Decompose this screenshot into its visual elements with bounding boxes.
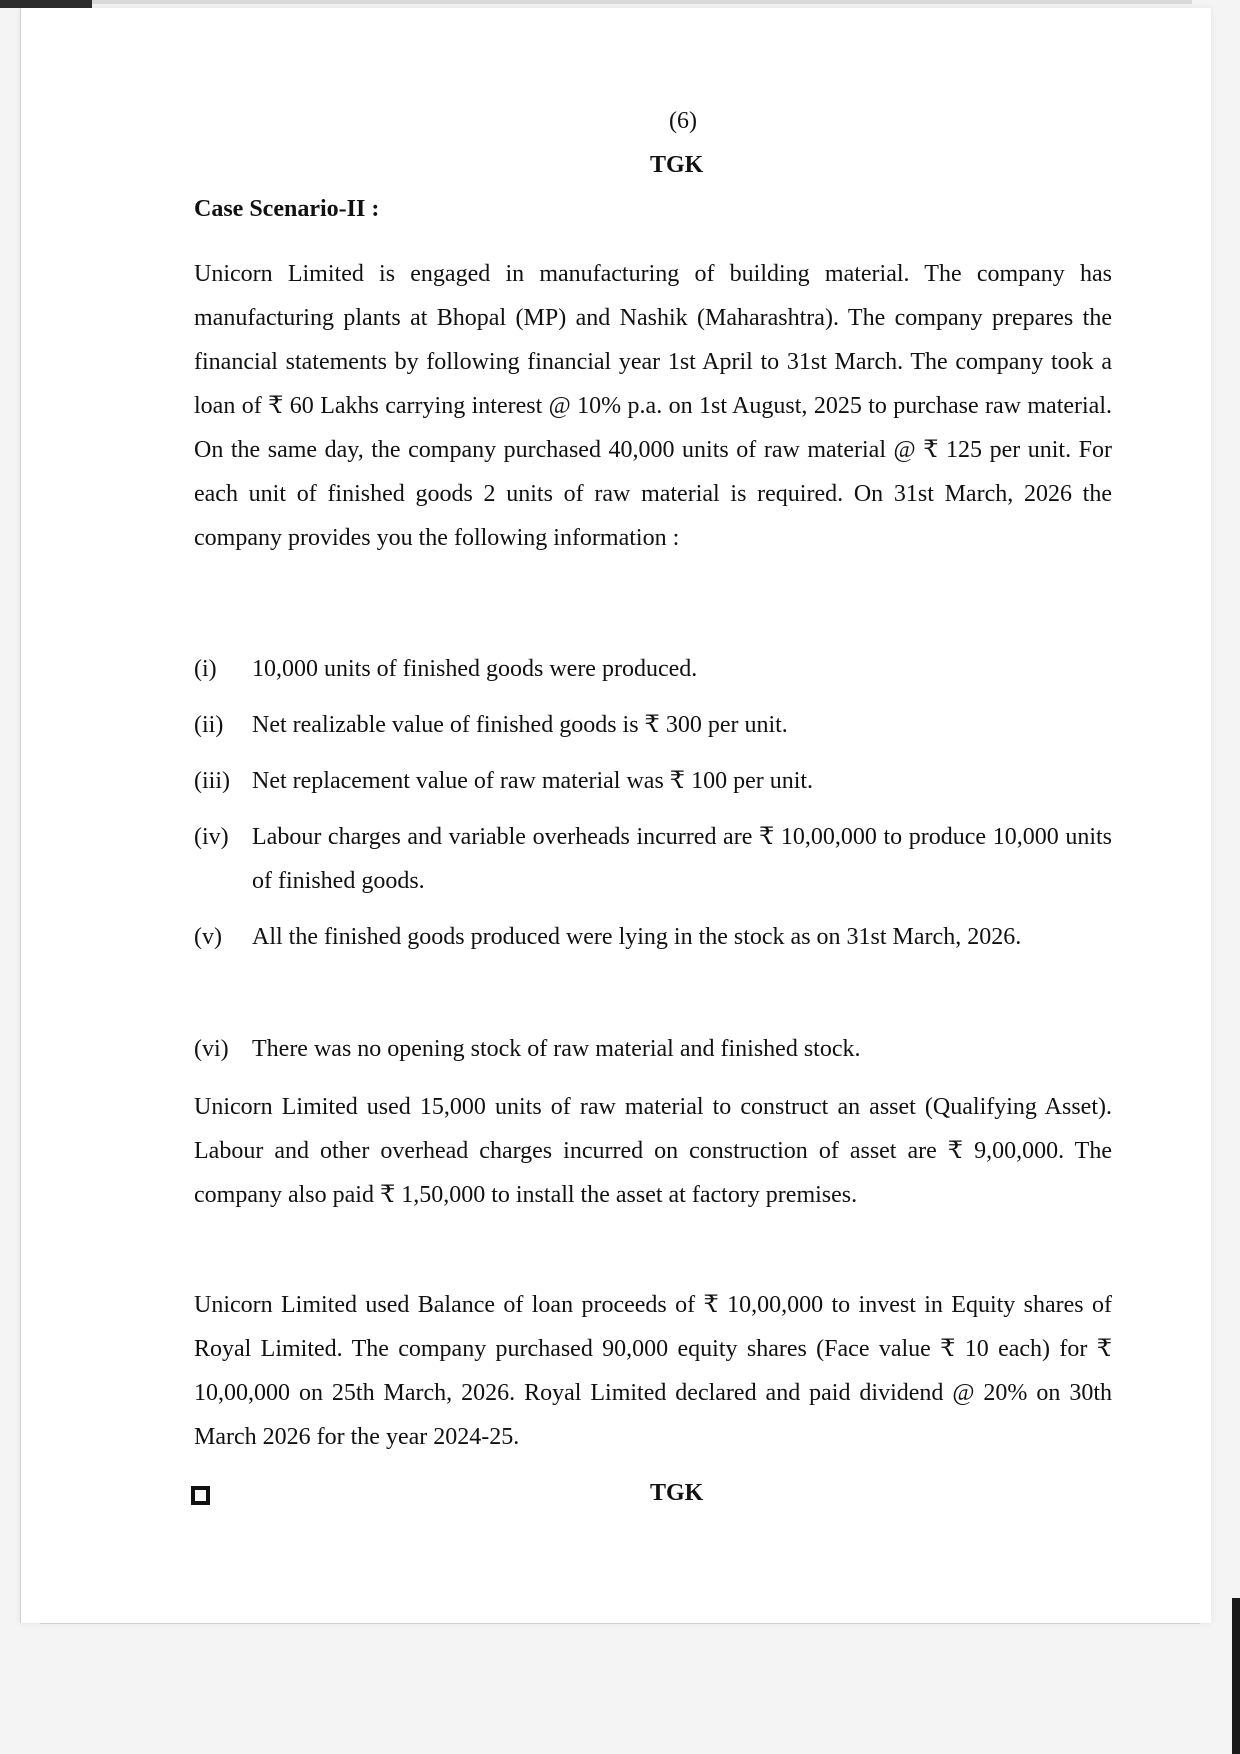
item-text: Net realizable value of finished goods is ₹ 300 per unit. [252, 712, 788, 738]
item-number: (ii) [194, 712, 224, 738]
paragraph-intro: Unicorn Limited is engaged in manufacturing of building material. The company has manufacturing plants at Bhopal (MP) and Nashik (Maharashtra). The company prepares the financial statements by following financial year 1st April to 31st March. The company took a loan of ₹ 60 Lakhs carrying interest @ 10% p.a. on 1st August, 2025 to purchase raw material. On the same day, the company purchased 40,000 units of raw material @ ₹ 125 per unit. For each unit of finished goods 2 units of raw material is required. On 31st March, 2026 the company provides you the following information : [194, 261, 1112, 551]
item-text: Net replacement value of raw material was ₹ 100 per unit. [252, 768, 814, 794]
item-text: 10,000 units of finished goods were produced. [252, 656, 698, 682]
square-mark-icon [191, 1486, 210, 1505]
item-text: All the finished goods produced were lying in the stock as on 31st March, 2026. [252, 924, 1022, 950]
paragraph-investment: Unicorn Limited used Balance of loan proceeds of ₹ 10,00,000 to invest in Equity shares of Royal Limited. The company purchased 90,000 equity shares (Face value ₹ 10 each) for ₹ 10,00,000 on 25th March, 2026. Royal Limited declared and paid dividend @ 20% on 30th March 2026 for the year 2024-25. [194, 1292, 1112, 1450]
top-rule [0, 0, 92, 8]
item-number: (v) [194, 924, 222, 950]
item-number: (i) [194, 656, 217, 682]
item-number: (iv) [194, 824, 229, 850]
item-number: (iii) [194, 768, 230, 794]
scan-edge [1232, 1598, 1240, 1754]
top-band [92, 0, 1192, 4]
header-code: TGK [650, 152, 704, 178]
item-text: Labour charges and variable overheads incurred are ₹ 10,00,000 to produce 10,000 units of finished goods. [252, 824, 1112, 894]
page-number: (6) [669, 108, 697, 134]
paragraph-asset: Unicorn Limited used 15,000 units of raw material to construct an asset (Qualifying Asset). Labour and other overhead charges incurred on construction of asset are ₹ 9,00,000. The company also paid ₹ 1,50,000 to install the asset at factory premises. [194, 1094, 1112, 1208]
footer-code: TGK [650, 1480, 704, 1506]
item-text: There was no opening stock of raw material and finished stock. [252, 1036, 861, 1062]
case-heading: Case Scenario-II : [194, 196, 380, 222]
page-bottom-edge [40, 1623, 1200, 1624]
item-number: (vi) [194, 1036, 229, 1062]
